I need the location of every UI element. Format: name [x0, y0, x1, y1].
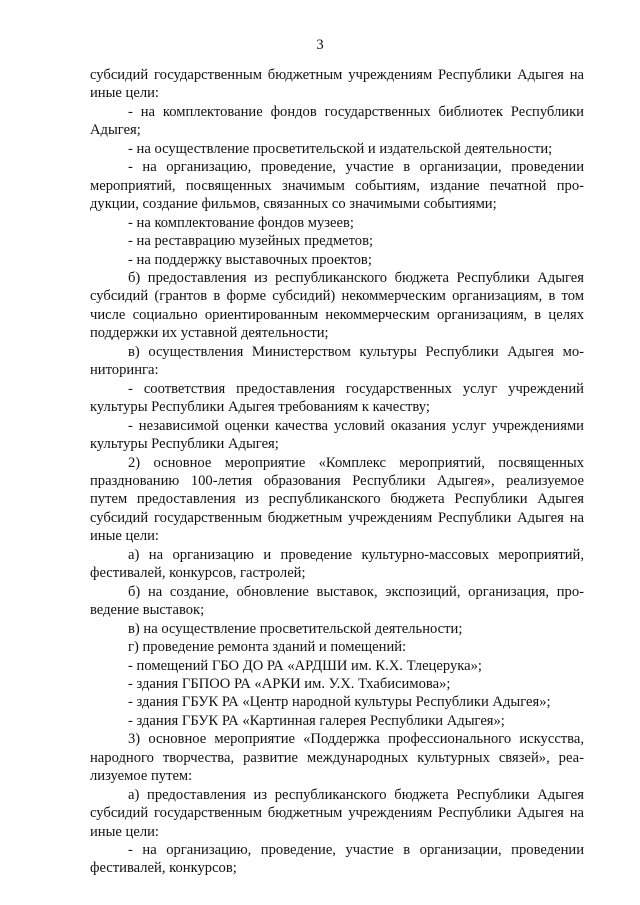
paragraph: - соответствия предоставления государственных услуг учреждений культуры Республики Адыгея требованиям к качеству; — [90, 380, 584, 416]
paragraph: а) предоставления из республиканского бюджета Республики Адыгея субсидий государственным бюджетным учреждениям Республики Адыгея на иные цели: — [90, 786, 584, 840]
paragraph: - независимой оценки качества условий оказания услуг учреждениями культуры Республики Адыгея; — [90, 417, 584, 453]
paragraph: - на комплектование фондов музеев; — [128, 214, 354, 231]
paragraph: - здания ГБУК РА «Картинная галерея Республики Адыгея»; — [128, 712, 505, 729]
paragraph: - помещений ГБО ДО РА «АРДШИ им. К.Х. Тлецерука»; — [128, 657, 482, 674]
paragraph: в) на осуществление просветительской деятельности; — [128, 620, 463, 637]
paragraph: - на осуществление просветительской и издательской деятельности; — [128, 140, 553, 157]
paragraph: б) на создание, обновление выставок, экспозиций, организация, проведение выставок; — [90, 583, 584, 619]
paragraph: б) предоставления из республиканского бюджета Республики Адыгея субсидий (грантов в форме субсидий) некоммерческим организациям, в том числе социально ориентированным некоммерческим организациям, в целях поддержки их уставной деятельности; — [90, 269, 584, 342]
paragraph: 3) основное мероприятие «Поддержка профессионального искусства, народного творчества, развитие международных культурных связей», реализуемое путем: — [90, 731, 584, 785]
page-number: 3 — [316, 37, 324, 53]
paragraph: - на организацию, проведение, участие в организации, проведении фестивалей, конкурсов; — [90, 842, 584, 877]
paragraph: а) на организацию и проведение культурно-массовых мероприятий, фестивалей, конкурсов, гастролей; — [90, 546, 584, 582]
paragraph: - на комплектование фондов государственных библиотек Республики Адыгея; — [90, 103, 584, 139]
paragraph: субсидий государственным бюджетным учреждениям Республики Адыгея на иные цели: — [90, 67, 584, 102]
paragraph: - на реставрацию музейных предметов; — [128, 233, 374, 250]
paragraph: г) проведение ремонта зданий и помещений: — [128, 639, 407, 656]
paragraph: - здания ГБУК РА «Центр народной культуры Республики Адыгея»; — [128, 694, 551, 711]
paragraph: - здания ГБПОО РА «АРКИ им. У.Х. Тхабисимова»; — [128, 675, 451, 692]
paragraph: в) осуществления Министерством культуры Республики Адыгея мониторинга: — [90, 343, 584, 379]
paragraph: - на организацию, проведение, участие в организации, проведении мероприятий, посвященных значимым событиям, издание печатной продукции, создание фильмов, связанных со значимыми событиями; — [90, 159, 584, 213]
paragraph: - на поддержку выставочных проектов; — [128, 251, 372, 268]
paragraph: 2) основное мероприятие «Комплекс мероприятий, посвященных празднованию 100-летия образования Республики Адыгея», реализуемое путем предоставления из республиканского бюджета Республики Адыгея субсидий государственным бюджетным учреждениям Республики Адыгея на иные цели: — [90, 454, 584, 545]
document-body — [90, 66, 584, 878]
